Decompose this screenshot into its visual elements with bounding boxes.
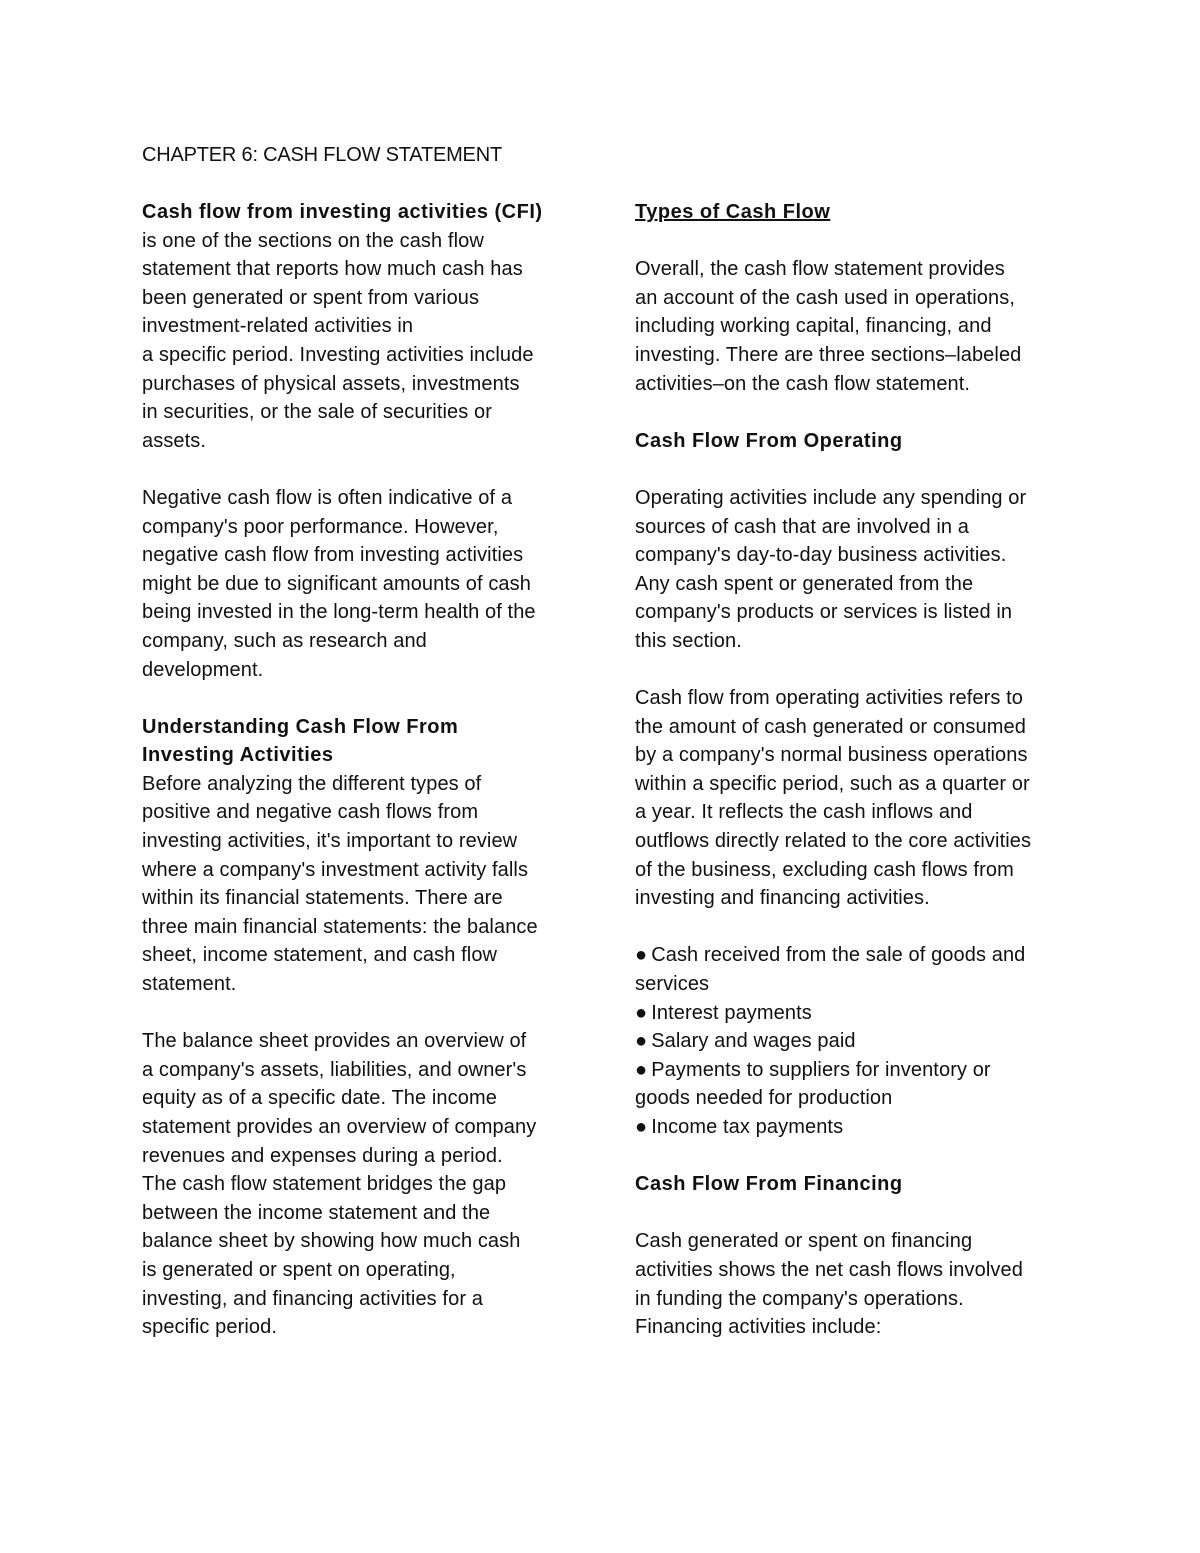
text-line: activities shows the net cash flows involved (635, 1258, 1023, 1281)
list-item-text: goods needed for production (635, 1087, 893, 1110)
list-item (635, 1113, 1065, 1142)
list-item (635, 1056, 1065, 1113)
page-title: CHAPTER 6: CASH FLOW STATEMENT (142, 144, 502, 166)
text-line: investing, and financing activities for a (142, 1287, 483, 1310)
text-line: outflows directly related to the core activities (635, 830, 1032, 853)
spacer (635, 913, 1065, 942)
text-line: Operating activities include any spending or (635, 486, 1027, 509)
text-line: investment-related activities in (142, 315, 414, 338)
bullet-icon: ● (635, 944, 648, 967)
text-line: balance sheet by showing how much cash (142, 1230, 521, 1253)
text-line: purchases of physical assets, investments (142, 372, 520, 395)
text-line: company, such as research and (142, 629, 427, 652)
text-line: where a company's investment activity falls (142, 858, 529, 881)
spacer (635, 455, 1065, 484)
text-line: in funding the company's operations. (635, 1287, 964, 1310)
bullet-icon: ● (635, 1030, 648, 1053)
text-line: within its financial statements. There are (142, 887, 503, 910)
text-line: a company's assets, liabilities, and owner's (142, 1058, 527, 1081)
text-line: negative cash flow from investing activities (142, 544, 524, 567)
operating-body (635, 484, 1065, 656)
text-line: Before analyzing the different types of (142, 772, 482, 795)
text-line: The balance sheet provides an overview of (142, 1030, 527, 1053)
text-line: Understanding Cash Flow From (142, 715, 459, 738)
cfi-heading: Cash flow from investing activities (CFI) (142, 201, 543, 223)
list-item-text: Salary and wages paid (651, 1030, 856, 1053)
spacer (142, 455, 572, 484)
understanding-heading (142, 713, 572, 770)
spacer (635, 656, 1065, 685)
text-line: sheet, income statement, and cash flow (142, 944, 498, 967)
list-item-text: Cash received from the sale of goods and (651, 944, 1026, 967)
text-line: a year. It reflects the cash inflows and (635, 801, 973, 824)
list-item-line (635, 941, 1065, 970)
text-line: Investing Activities (142, 744, 334, 767)
text-line: The cash flow statement bridges the gap (142, 1173, 507, 1196)
cfi-body (142, 227, 572, 456)
text-line: Financing activities include: (635, 1316, 882, 1339)
text-line: Cash generated or spent on financing (635, 1230, 973, 1253)
text-line: Overall, the cash flow statement provides (635, 258, 1005, 281)
list-item-line (635, 1084, 1065, 1113)
list-item-text: services (635, 973, 710, 996)
financing-heading: Cash Flow From Financing (635, 1173, 903, 1196)
list-item (635, 941, 1065, 998)
text-line: statement that reports how much cash has (142, 258, 523, 281)
text-line: assets. (142, 429, 207, 452)
list-item-text: Income tax payments (651, 1116, 844, 1138)
text-line: a specific period. Investing activities include (142, 343, 534, 366)
text-line: been generated or spent from various (142, 286, 480, 309)
text-line: by a company's normal business operations (635, 744, 1028, 767)
text-line: is one of the sections on the cash flow (142, 229, 484, 252)
list-item-line (635, 999, 1065, 1028)
list-item-text: Payments to suppliers for inventory or (651, 1058, 991, 1081)
bullet-icon: ● (635, 1058, 648, 1081)
understanding-body (142, 770, 572, 999)
list-item (635, 1027, 1065, 1056)
list-item-line (635, 1056, 1065, 1085)
types-heading: Types of Cash Flow (635, 201, 831, 223)
text-line: investing activities, it's important to review (142, 830, 518, 853)
balance-sheet-paragraph (142, 1027, 572, 1342)
operating-heading: Cash Flow From Operating (635, 429, 903, 452)
text-line: Cash flow from operating activities refers to (635, 687, 1023, 710)
text-line: within a specific period, such as a quarter or (635, 772, 1030, 795)
list-item-line (635, 970, 1065, 999)
text-line: this section. (635, 629, 742, 652)
text-line: activities–on the cash flow statement. (635, 372, 971, 395)
text-line: revenues and expenses during a period. (142, 1144, 503, 1167)
text-line: in securities, or the sale of securities or (142, 401, 493, 424)
financing-body (635, 1227, 1065, 1341)
list-item-text: Interest payments (651, 1001, 812, 1024)
text-line: of the business, excluding cash flows from (635, 858, 1014, 881)
text-line: development. (142, 658, 264, 681)
text-line: between the income statement and the (142, 1201, 491, 1224)
spacer (635, 227, 1065, 256)
text-line: sources of cash that are involved in a (635, 515, 969, 538)
types-body (635, 255, 1065, 398)
list-item (635, 999, 1065, 1028)
text-line: company's day-to-day business activities. (635, 544, 1007, 567)
text-line: three main financial statements: the balance (142, 915, 538, 938)
bullet-icon: ● (635, 1001, 648, 1024)
bullet-icon: ● (635, 1116, 648, 1138)
text-line: the amount of cash generated or consumed (635, 715, 1026, 738)
text-line: specific period. (142, 1316, 277, 1339)
text-line: equity as of a specific date. The income (142, 1087, 497, 1110)
left-column (142, 198, 572, 1342)
text-line: including working capital, financing, and (635, 315, 992, 338)
operating-detail (635, 684, 1065, 913)
text-line: investing and financing activities. (635, 887, 930, 910)
text-line: Any cash spent or generated from the (635, 572, 974, 595)
text-line: statement. (142, 973, 237, 996)
text-line: might be due to significant amounts of cash (142, 572, 531, 595)
text-line: is generated or spent on operating, (142, 1258, 456, 1281)
text-line: investing. There are three sections–labeled (635, 343, 1022, 366)
text-line: positive and negative cash flows from (142, 801, 479, 824)
text-line: company's products or services is listed in (635, 601, 1013, 624)
spacer (635, 1199, 1065, 1228)
text-line: company's poor performance. However, (142, 515, 499, 538)
text-line: statement provides an overview of company (142, 1116, 537, 1138)
list-item-line (635, 1027, 1065, 1056)
right-column (635, 198, 1065, 1342)
spacer (142, 684, 572, 713)
spacer (635, 1142, 1065, 1171)
list-item-line (635, 1113, 1065, 1142)
spacer (635, 398, 1065, 427)
text-line: Negative cash flow is often indicative of a (142, 486, 513, 509)
operating-bullet-list (635, 941, 1065, 1141)
spacer (142, 999, 572, 1028)
text-line: an account of the cash used in operations, (635, 286, 1016, 309)
text-line: being invested in the long-term health of the (142, 601, 536, 624)
negative-cash-flow-paragraph (142, 484, 572, 684)
